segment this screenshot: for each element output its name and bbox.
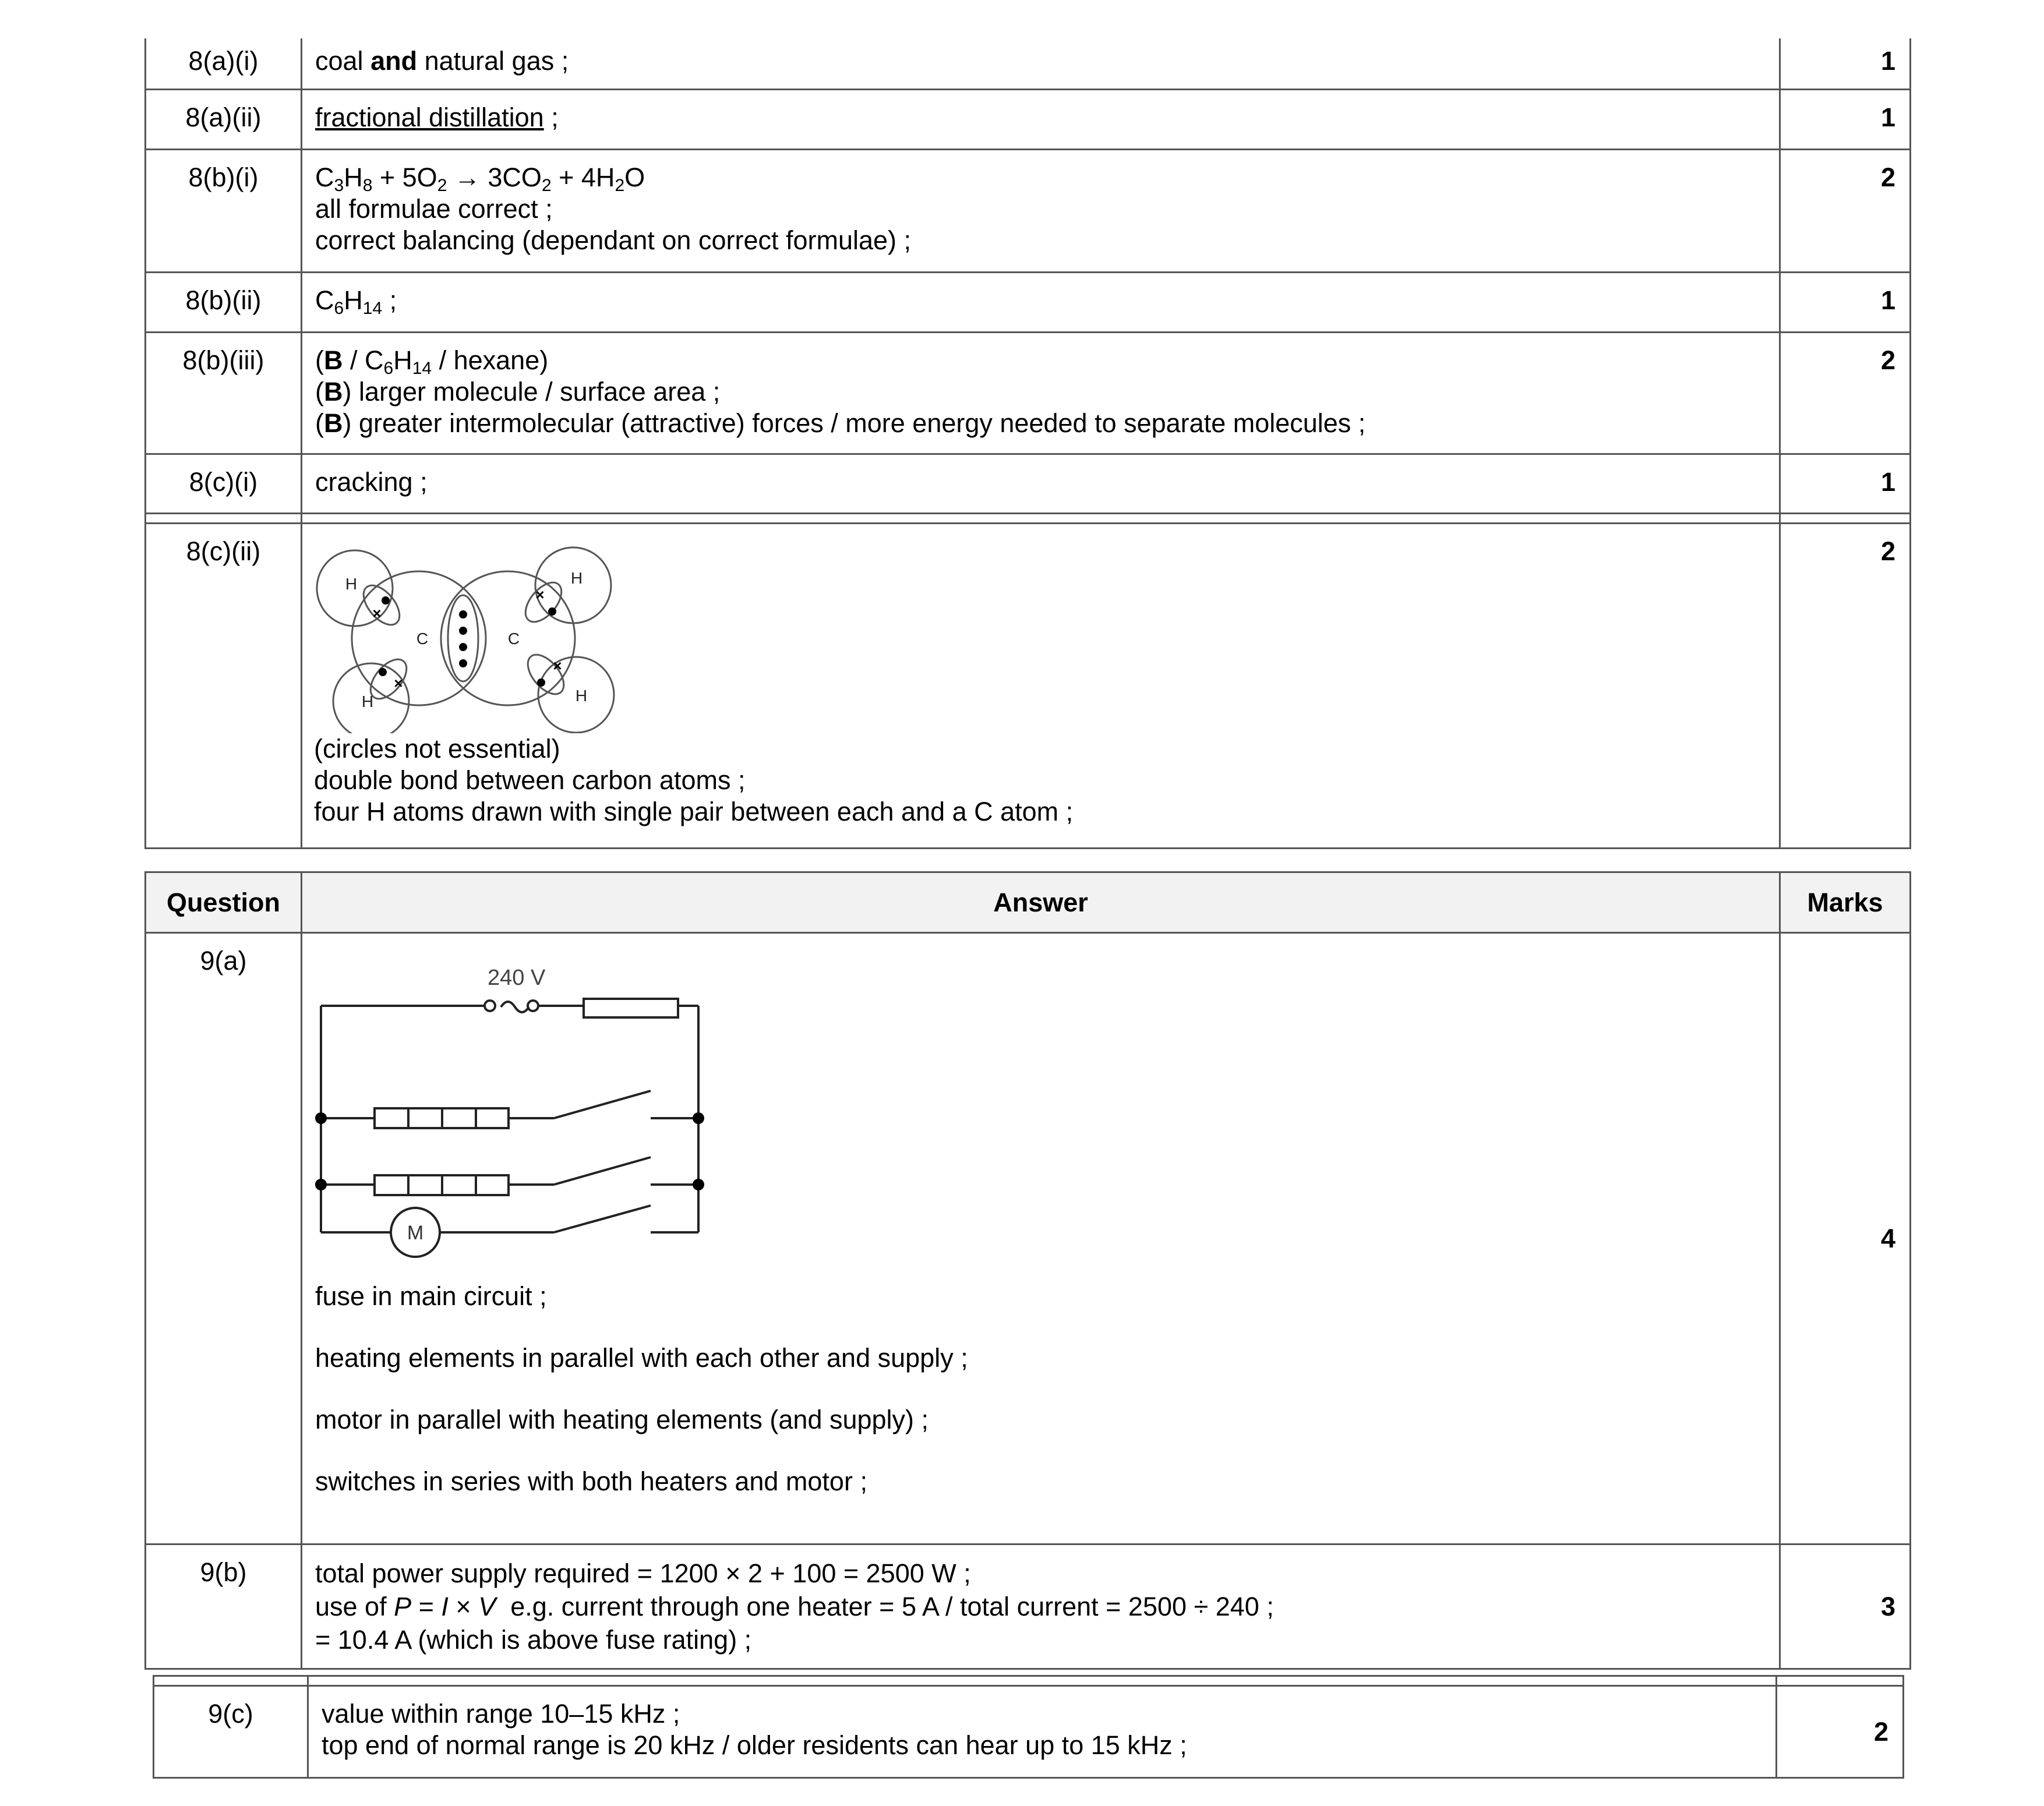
table-row xyxy=(146,38,1911,90)
answer-line: all formulae correct ; xyxy=(315,194,553,224)
answer-bold-text: and xyxy=(370,46,418,76)
hydrogen-label: H xyxy=(570,569,583,587)
column-header-marks: Marks xyxy=(1780,872,1911,933)
marks-value: 2 xyxy=(1780,150,1911,273)
question-8-table xyxy=(144,38,1911,849)
marks-value: 2 xyxy=(1780,333,1911,454)
table-row xyxy=(146,150,1911,273)
carbon-label: C xyxy=(416,630,429,648)
answer-line: correct balancing (dependant on correct formulae) ; xyxy=(315,225,912,255)
svg-text:×: × xyxy=(394,674,403,692)
svg-text:×: × xyxy=(535,586,545,603)
answer-line: (B) greater intermolecular (attractive) forces / more energy needed to separate molecules ; xyxy=(315,408,1366,438)
column-header-question: Question xyxy=(146,872,302,933)
marks-value: 1 xyxy=(1780,454,1911,514)
answer-line: heating elements in parallel with each other and supply ; xyxy=(315,1343,968,1373)
svg-text:×: × xyxy=(553,657,562,674)
answer-line: four H atoms drawn with single pair between each and a C atom ; xyxy=(314,797,1074,826)
table-row xyxy=(146,90,1911,150)
marks-value: 3 xyxy=(1780,1545,1911,1669)
question-number: 9(c) xyxy=(154,1686,308,1778)
answer-cell xyxy=(302,933,1780,1545)
marks-value: 2 xyxy=(1780,524,1911,849)
table-row xyxy=(146,273,1911,333)
answer-line: motor in parallel with heating elements (and supply) ; xyxy=(315,1405,929,1434)
column-header-answer: Answer xyxy=(302,872,1780,933)
table-header-row xyxy=(146,872,1911,933)
answer-line: double bond between carbon atoms ; xyxy=(314,765,746,795)
row-gap xyxy=(146,514,1911,524)
answer-cell xyxy=(302,333,1780,454)
answer-text: natural gas ; xyxy=(417,46,569,76)
question-number: 8(b)(iii) xyxy=(146,333,302,454)
voltage-label: 240 V xyxy=(488,966,546,990)
answer-line: fuse in main circuit ; xyxy=(315,1281,547,1311)
answer-cell xyxy=(302,1545,1780,1669)
table-row xyxy=(146,454,1911,514)
question-number: 8(c)(ii) xyxy=(146,524,302,849)
marks-value: 1 xyxy=(1780,90,1911,150)
table-row xyxy=(146,933,1911,1545)
table-row xyxy=(146,524,1911,849)
answer-cell: cracking ; xyxy=(302,454,1780,514)
question-number: 8(a)(ii) xyxy=(146,90,302,150)
row-gap xyxy=(154,1676,1904,1686)
marks-value: 4 xyxy=(1780,933,1911,1545)
answer-line: (B) larger molecule / surface area ; xyxy=(315,377,721,407)
answer-cell xyxy=(302,38,1780,90)
motor-label: M xyxy=(407,1222,424,1244)
answer-line: use of P = I × V e.g. current through one heater = 5 A / total current = 2500 ÷ 240 ; xyxy=(315,1592,1274,1621)
answer-cell xyxy=(308,1686,1777,1778)
ethene-dot-cross-diagram xyxy=(313,532,616,733)
marks-value: 1 xyxy=(1780,38,1911,90)
answer-text: ; xyxy=(543,103,559,132)
hydrogen-label: H xyxy=(361,692,374,711)
question-number: 9(a) xyxy=(146,933,302,1545)
answer-text: coal xyxy=(315,46,371,76)
answer-line: value within range 10–15 kHz ; xyxy=(322,1699,680,1729)
question-number: 8(b)(ii) xyxy=(146,273,302,333)
question-9c-table xyxy=(153,1675,1904,1779)
hydrogen-label: H xyxy=(345,575,358,593)
question-number: 8(a)(i) xyxy=(146,38,302,90)
question-number: 9(b) xyxy=(146,1545,302,1669)
marks-value: 2 xyxy=(1777,1686,1904,1778)
answer-cell xyxy=(302,90,1780,150)
question-number: 8(c)(i) xyxy=(146,454,302,514)
table-row xyxy=(146,333,1911,454)
question-number: 8(b)(i) xyxy=(146,150,302,273)
answer-line: total power supply required = 1200 × 2 + 100 = 2500 W ; xyxy=(315,1558,971,1588)
hydrogen-label: H xyxy=(575,687,588,705)
carbon-label: C xyxy=(507,630,520,648)
combustion-equation: $C_3H_8 + 5O_2 \to 3CO_2 + 4H_2O$ xyxy=(315,162,645,195)
answer-line: (circles not essential) xyxy=(314,734,560,764)
svg-text:×: × xyxy=(372,605,382,622)
formula: $C_6H_{14}$ ; xyxy=(315,285,397,318)
circuit-diagram xyxy=(313,944,721,1264)
answer-cell xyxy=(302,150,1780,273)
answer-cell xyxy=(302,273,1780,333)
answer-line: top end of normal range is 20 kHz / older residents can hear up to 15 kHz ; xyxy=(322,1730,1187,1760)
answer-line: switches in series with both heaters and motor ; xyxy=(315,1466,867,1496)
table-row xyxy=(146,1545,1911,1669)
marks-value: 1 xyxy=(1780,273,1911,333)
answer-cell xyxy=(302,524,1780,849)
answer-line: ($B / C_6H_{14}$ / hexane) xyxy=(315,345,549,378)
answer-underlined-text: fractional distillation xyxy=(315,103,544,132)
table-row xyxy=(154,1686,1904,1778)
question-9-table xyxy=(144,871,1911,1670)
answer-line: = 10.4 A (which is above fuse rating) ; xyxy=(315,1625,752,1655)
